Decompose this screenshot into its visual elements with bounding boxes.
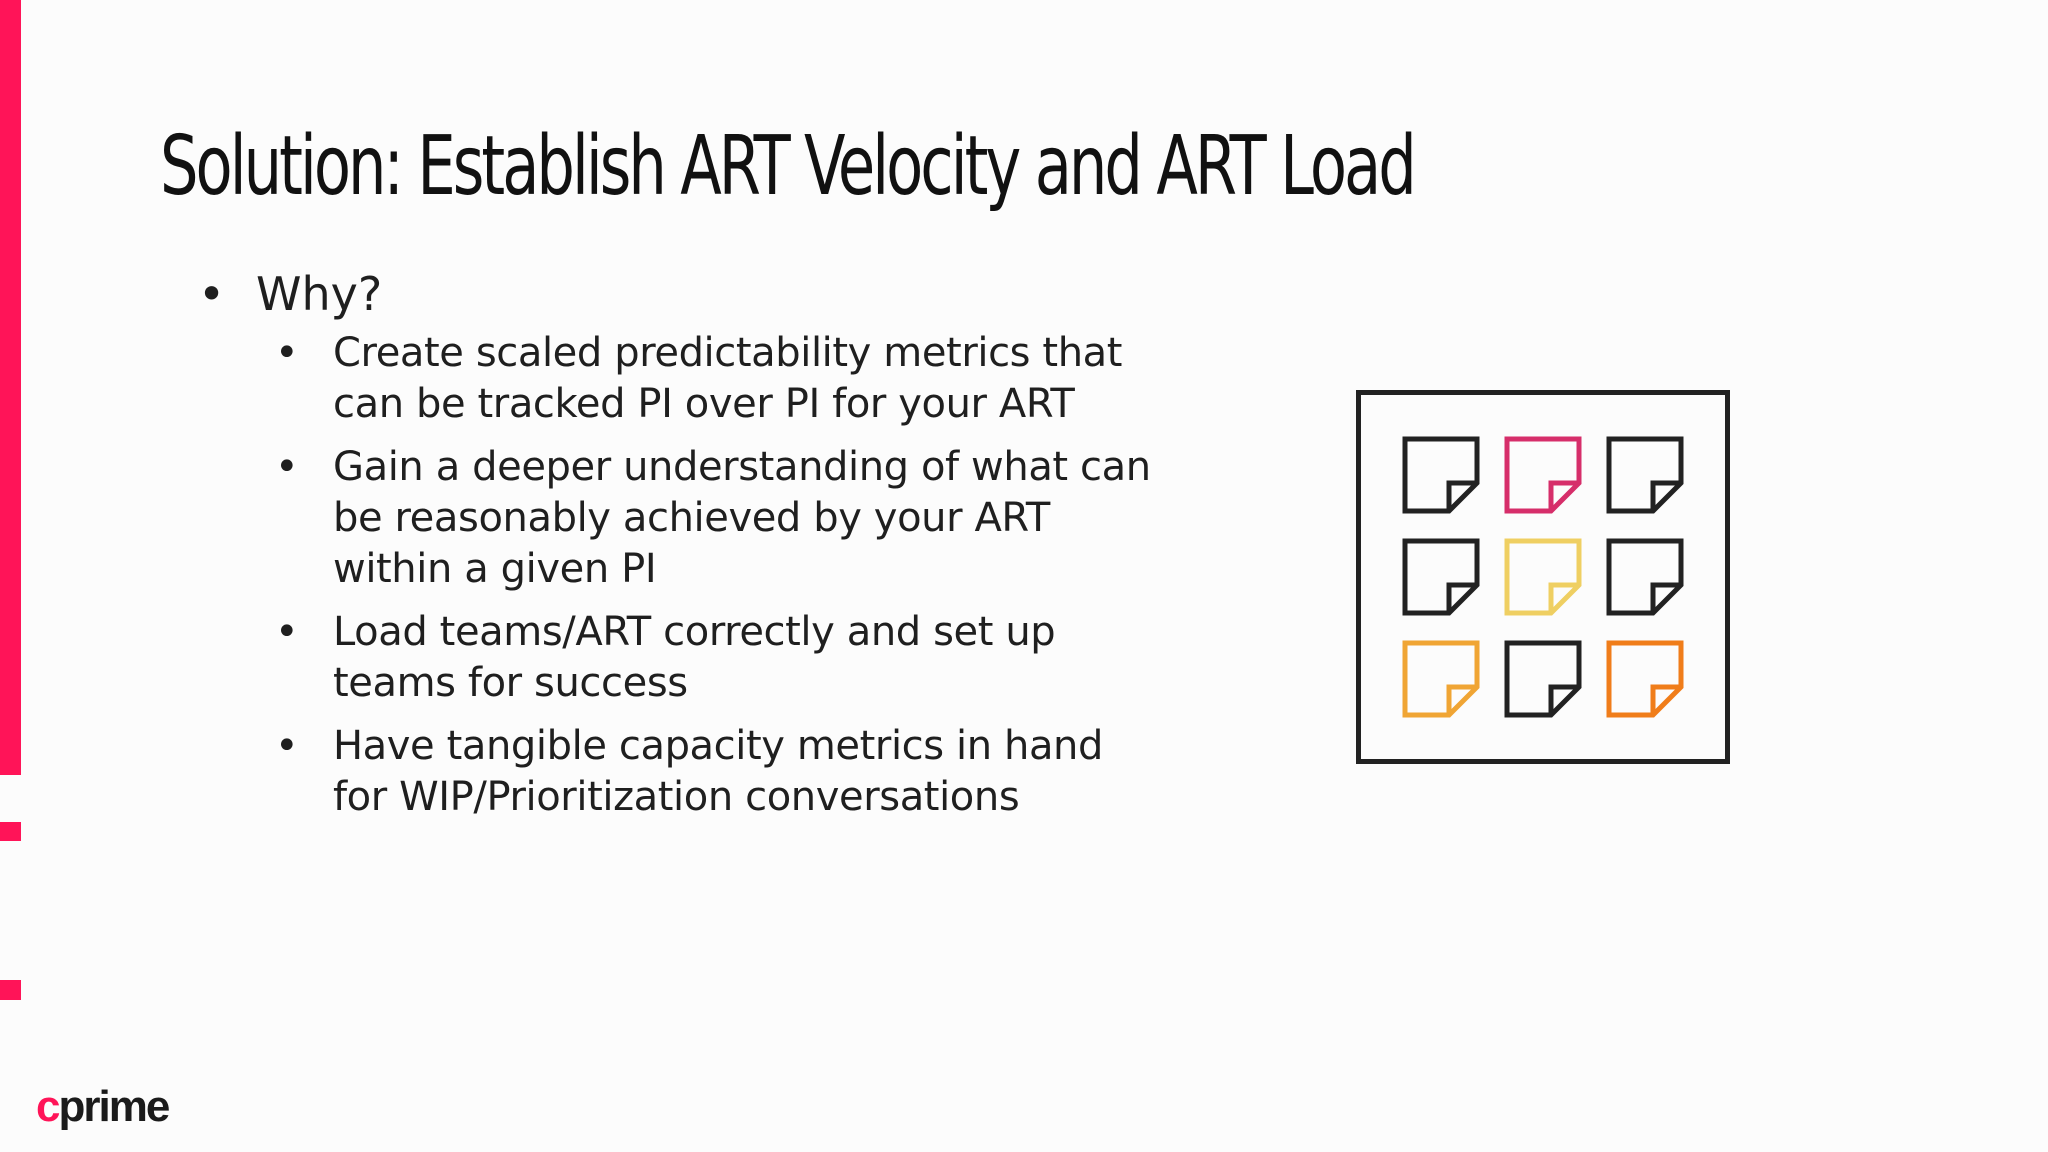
accent-bar-small bbox=[0, 980, 21, 1000]
accent-bar-small bbox=[0, 822, 21, 841]
sticky-note-icon bbox=[1609, 643, 1681, 715]
sub-bullet-item bbox=[275, 721, 1158, 823]
bullet-item-why bbox=[198, 266, 1158, 322]
bullet-dot: • bbox=[275, 723, 299, 769]
cprime-logo bbox=[36, 1082, 168, 1132]
logo-wordmark: prime bbox=[58, 1082, 169, 1131]
sticky-note-icon bbox=[1405, 541, 1477, 613]
sticky-note-icon bbox=[1507, 643, 1579, 715]
bullet-dot: • bbox=[275, 444, 299, 490]
sub-bullet-text: Have tangible capacity metrics in hand for WIP/Prioritization conversations bbox=[333, 723, 1103, 820]
sticky-note-icon bbox=[1507, 541, 1579, 613]
bullet-dot: • bbox=[275, 330, 299, 376]
sub-bullet-text: Gain a deeper understanding of what can be reasonably achieved by your ART within a given PI bbox=[333, 444, 1151, 592]
bullet-dot: • bbox=[198, 267, 226, 321]
sticky-notes-grid-icon bbox=[1356, 390, 1730, 764]
sticky-note-icon bbox=[1405, 439, 1477, 511]
sticky-note-icon bbox=[1609, 439, 1681, 511]
bullet-text: Why? bbox=[256, 267, 383, 321]
sub-bullet-item bbox=[275, 442, 1158, 595]
sticky-note-icon bbox=[1405, 643, 1477, 715]
sub-bullet-text: Create scaled predictability metrics that can be tracked PI over PI for your ART bbox=[333, 330, 1123, 427]
board-frame bbox=[1359, 393, 1728, 762]
bullet-list bbox=[198, 266, 1158, 835]
sub-bullet-item bbox=[275, 328, 1158, 430]
sticky-note-icon bbox=[1609, 541, 1681, 613]
accent-bar-main bbox=[0, 0, 21, 775]
sub-bullet-text: Load teams/ART correctly and set up teams for success bbox=[333, 609, 1056, 706]
sticky-note-icon bbox=[1507, 439, 1579, 511]
slide-title: Solution: Establish ART Velocity and ART Load bbox=[160, 118, 1414, 214]
sticky-notes-svg bbox=[1356, 390, 1730, 764]
sub-bullet-item bbox=[275, 607, 1158, 709]
bullet-dot: • bbox=[275, 609, 299, 655]
logo-first-letter: c bbox=[36, 1082, 59, 1131]
sub-bullet-list bbox=[275, 328, 1158, 823]
